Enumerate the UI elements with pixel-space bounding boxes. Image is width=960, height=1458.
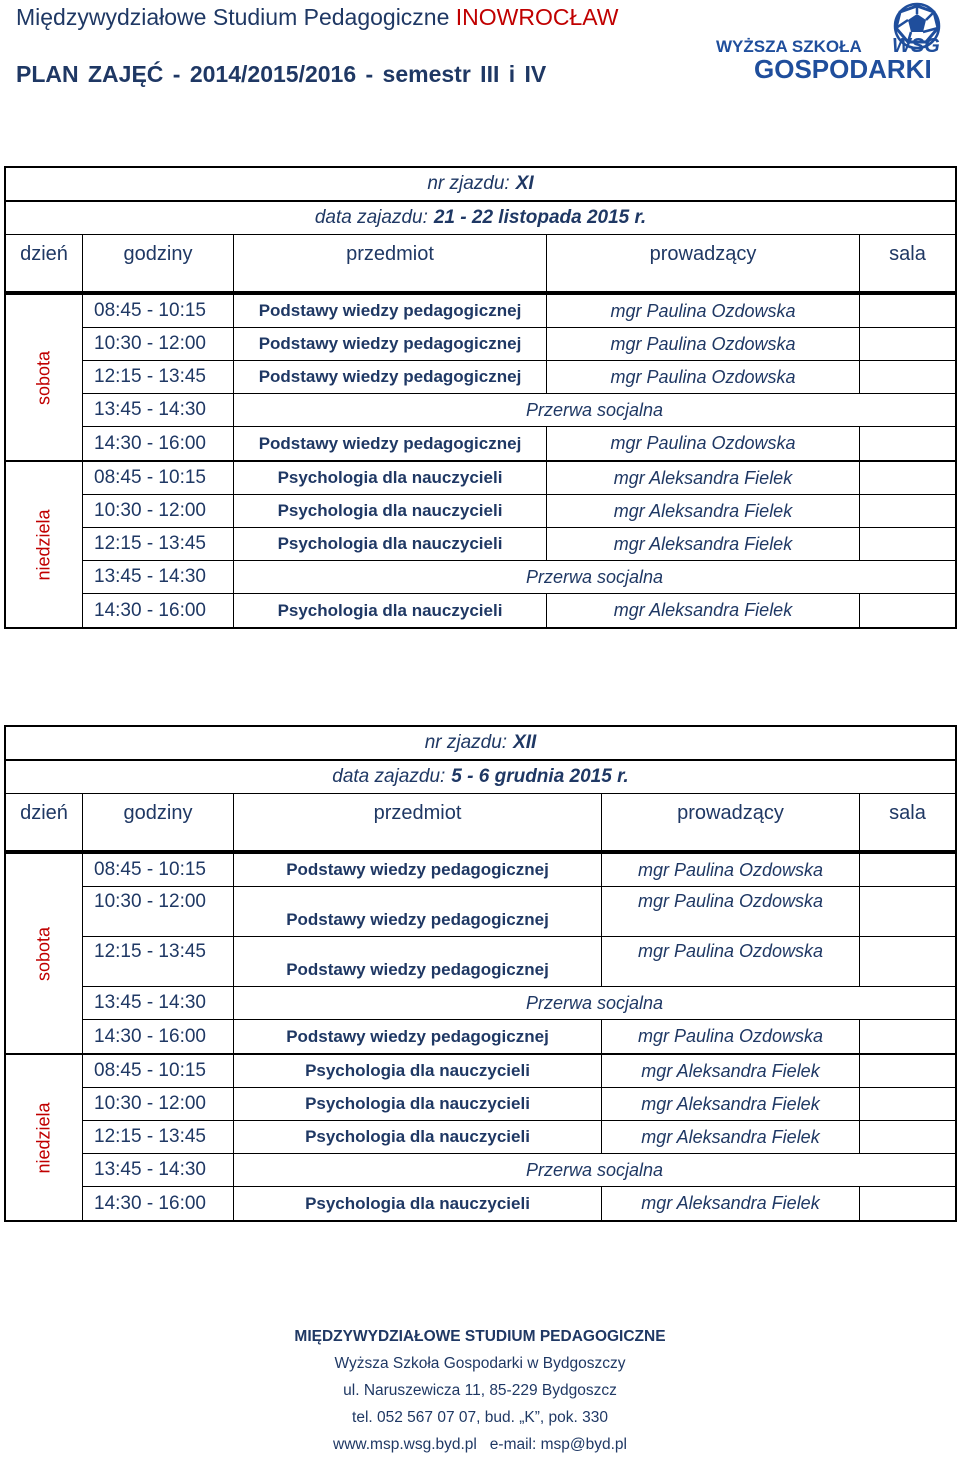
- time-cell: 12:15 - 13:45: [83, 937, 234, 986]
- room-cell: [860, 295, 955, 327]
- date-row: [6, 761, 955, 793]
- subject-cell: Psychologia dla nauczycieli: [234, 462, 547, 494]
- subject-cell: Psychologia dla nauczycieli: [234, 1088, 602, 1120]
- break-row: [83, 1154, 955, 1187]
- day-block-niedziela: [6, 1053, 955, 1220]
- subject-cell: Psychologia dla nauczycieli: [234, 1055, 602, 1087]
- room-cell: [860, 594, 955, 627]
- subject-cell: Podstawy wiedzy pedagogicznej: [234, 427, 547, 460]
- time-cell: 14:30 - 16:00: [83, 1187, 234, 1220]
- header-hours: godziny: [83, 235, 234, 291]
- header-teacher: prowadzący: [547, 235, 860, 291]
- session-label: nr zjazdu:: [424, 732, 508, 753]
- column-headers: [6, 793, 955, 852]
- header-room: sala: [889, 243, 926, 265]
- footer-address: ul. Naruszewicza 11, 85-229 Bydgoszcz: [343, 1382, 617, 1399]
- time-cell: 08:45 - 10:15: [83, 295, 234, 327]
- logo-badge: WSG: [892, 35, 940, 57]
- footer-school: Wyższa Szkoła Gospodarki w Bydgoszczy: [334, 1355, 626, 1372]
- title-city: INOWROCŁAW: [455, 4, 619, 30]
- subject-cell: Psychologia dla nauczycieli: [234, 528, 547, 560]
- logo-line2: GOSPODARKI: [754, 54, 932, 84]
- session-date: 21 - 22 listopada 2015 r.: [433, 207, 647, 228]
- table-row: [83, 1121, 955, 1154]
- teacher-cell: mgr Paulina Ozdowska: [547, 427, 860, 460]
- date-row: [6, 202, 955, 234]
- room-cell: [860, 1055, 955, 1087]
- subject-cell: Podstawy wiedzy pedagogicznej: [234, 361, 547, 393]
- footer-phone: tel. 052 567 07 07, bud. „K”, pok. 330: [352, 1409, 608, 1426]
- wsg-logo-graphic: [712, 2, 957, 84]
- time-cell: 08:45 - 10:15: [83, 1055, 234, 1087]
- time-cell: 13:45 - 14:30: [83, 1154, 234, 1186]
- break-cell: Przerwa socjalna: [525, 992, 664, 1013]
- time-cell: 14:30 - 16:00: [83, 427, 234, 460]
- time-cell: 10:30 - 12:00: [83, 495, 234, 527]
- room-cell: [860, 1121, 955, 1153]
- room-cell: [860, 328, 955, 360]
- room-cell: [860, 937, 955, 986]
- session-date: 5 - 6 grudnia 2015 r.: [451, 766, 629, 787]
- teacher-cell: mgr Aleksandra Fielek: [547, 528, 860, 560]
- session-row: [6, 168, 955, 202]
- day-label: sobota: [6, 854, 83, 1053]
- teacher-cell: mgr Aleksandra Fielek: [602, 1121, 860, 1153]
- footer: [0, 1323, 960, 1458]
- time-cell: 13:45 - 14:30: [83, 561, 234, 593]
- header-day: dzień: [6, 235, 83, 291]
- time-cell: 14:30 - 16:00: [83, 1020, 234, 1053]
- subject-cell: Podstawy wiedzy pedagogicznej: [234, 1020, 602, 1053]
- table-row: [83, 1088, 955, 1121]
- room-cell: [860, 1020, 955, 1053]
- teacher-cell: mgr Aleksandra Fielek: [547, 594, 860, 627]
- footer-institution: MIĘDZYWYDZIAŁOWE STUDIUM PEDAGOGICZNE: [294, 1328, 666, 1345]
- break-row: [83, 394, 955, 427]
- table-row: [83, 594, 955, 627]
- room-cell: [860, 528, 955, 560]
- table-row: [83, 887, 955, 937]
- header-room: sala: [889, 802, 926, 824]
- time-cell: 13:45 - 14:30: [83, 394, 234, 426]
- header-day: dzień: [6, 794, 83, 850]
- room-cell: [860, 854, 955, 886]
- footer-web-email: www.msp.wsg.byd.pl e-mail: msp@byd.pl: [333, 1436, 627, 1453]
- time-cell: 08:45 - 10:15: [83, 854, 234, 886]
- header-hours: godziny: [83, 794, 234, 850]
- room-cell: [860, 361, 955, 393]
- teacher-cell: mgr Aleksandra Fielek: [602, 1055, 860, 1087]
- time-cell: 13:45 - 14:30: [83, 987, 234, 1019]
- time-cell: 12:15 - 13:45: [83, 361, 234, 393]
- table-row: [83, 495, 955, 528]
- table-row: [83, 328, 955, 361]
- break-cell: Przerwa socjalna: [525, 399, 664, 420]
- title-text: Międzywydziałowe Studium Pedagogiczne: [16, 4, 450, 30]
- break-row: [83, 561, 955, 594]
- day-label: sobota: [6, 295, 83, 460]
- logo-line1: WYŻSZA SZKOŁA: [716, 37, 862, 56]
- day-block-niedziela: [6, 460, 955, 627]
- break-row: [83, 987, 955, 1020]
- room-cell: [860, 427, 955, 460]
- table-row: [83, 937, 955, 987]
- room-cell: [860, 1187, 955, 1220]
- table-row: [83, 462, 955, 495]
- header-subject: przedmiot: [234, 794, 602, 850]
- table-row: [83, 1020, 955, 1053]
- room-cell: [860, 887, 955, 936]
- day-label: niedziela: [6, 462, 83, 627]
- room-cell: [860, 495, 955, 527]
- schedule-table-1: [4, 166, 957, 629]
- teacher-cell: mgr Paulina Ozdowska: [547, 295, 860, 327]
- session-number: XII: [513, 732, 537, 753]
- teacher-cell: mgr Paulina Ozdowska: [547, 361, 860, 393]
- teacher-cell: mgr Aleksandra Fielek: [602, 1187, 860, 1220]
- time-cell: 08:45 - 10:15: [83, 462, 234, 494]
- subject-cell: Psychologia dla nauczycieli: [234, 594, 547, 627]
- time-cell: 14:30 - 16:00: [83, 594, 234, 627]
- table-row: [83, 361, 955, 394]
- teacher-cell: mgr Aleksandra Fielek: [547, 462, 860, 494]
- teacher-cell: mgr Paulina Ozdowska: [602, 887, 860, 936]
- table-row: [83, 854, 955, 887]
- wsg-logo: [712, 2, 957, 84]
- session-label: nr zjazdu:: [427, 173, 510, 194]
- time-cell: 10:30 - 12:00: [83, 887, 234, 936]
- page-title: [16, 4, 619, 31]
- day-block-sobota: [6, 852, 955, 1053]
- room-cell: [860, 462, 955, 494]
- table-row: [83, 427, 955, 460]
- table-row: [83, 295, 955, 328]
- subject-cell: Podstawy wiedzy pedagogicznej: [234, 295, 547, 327]
- plan-heading: PLAN ZAJĘĆ - 2014/2015/2016 - semestr III i IV: [16, 61, 547, 87]
- day-block-sobota: [6, 293, 955, 460]
- teacher-cell: mgr Aleksandra Fielek: [602, 1088, 860, 1120]
- break-cell: Przerwa socjalna: [525, 566, 664, 587]
- teacher-cell: mgr Paulina Ozdowska: [602, 937, 860, 986]
- time-cell: 10:30 - 12:00: [83, 1088, 234, 1120]
- date-label: data zajazdu:: [314, 207, 428, 228]
- subject-cell: Psychologia dla nauczycieli: [234, 495, 547, 527]
- session-row: [6, 727, 955, 761]
- teacher-cell: mgr Paulina Ozdowska: [602, 854, 860, 886]
- teacher-cell: mgr Aleksandra Fielek: [547, 495, 860, 527]
- teacher-cell: mgr Paulina Ozdowska: [547, 328, 860, 360]
- time-cell: 10:30 - 12:00: [83, 328, 234, 360]
- teacher-cell: mgr Paulina Ozdowska: [602, 1020, 860, 1053]
- time-cell: 12:15 - 13:45: [83, 528, 234, 560]
- subject-cell: Podstawy wiedzy pedagogicznej: [234, 887, 602, 936]
- table-row: [83, 1187, 955, 1220]
- header-subject: przedmiot: [234, 235, 547, 291]
- session-number: XI: [515, 173, 534, 194]
- subject-cell: Podstawy wiedzy pedagogicznej: [234, 937, 602, 986]
- table-row: [83, 1055, 955, 1088]
- table-row: [83, 528, 955, 561]
- column-headers: [6, 234, 955, 293]
- break-cell: Przerwa socjalna: [525, 1159, 664, 1180]
- day-label: niedziela: [6, 1055, 83, 1220]
- room-cell: [860, 1088, 955, 1120]
- time-cell: 12:15 - 13:45: [83, 1121, 234, 1153]
- header-teacher: prowadzący: [602, 794, 860, 850]
- subject-cell: Psychologia dla nauczycieli: [234, 1121, 602, 1153]
- subject-cell: Psychologia dla nauczycieli: [234, 1187, 602, 1220]
- schedule-table-2: [4, 725, 957, 1222]
- date-label: data zajazdu:: [332, 766, 446, 787]
- subject-cell: Podstawy wiedzy pedagogicznej: [234, 328, 547, 360]
- subject-cell: Podstawy wiedzy pedagogicznej: [234, 854, 602, 886]
